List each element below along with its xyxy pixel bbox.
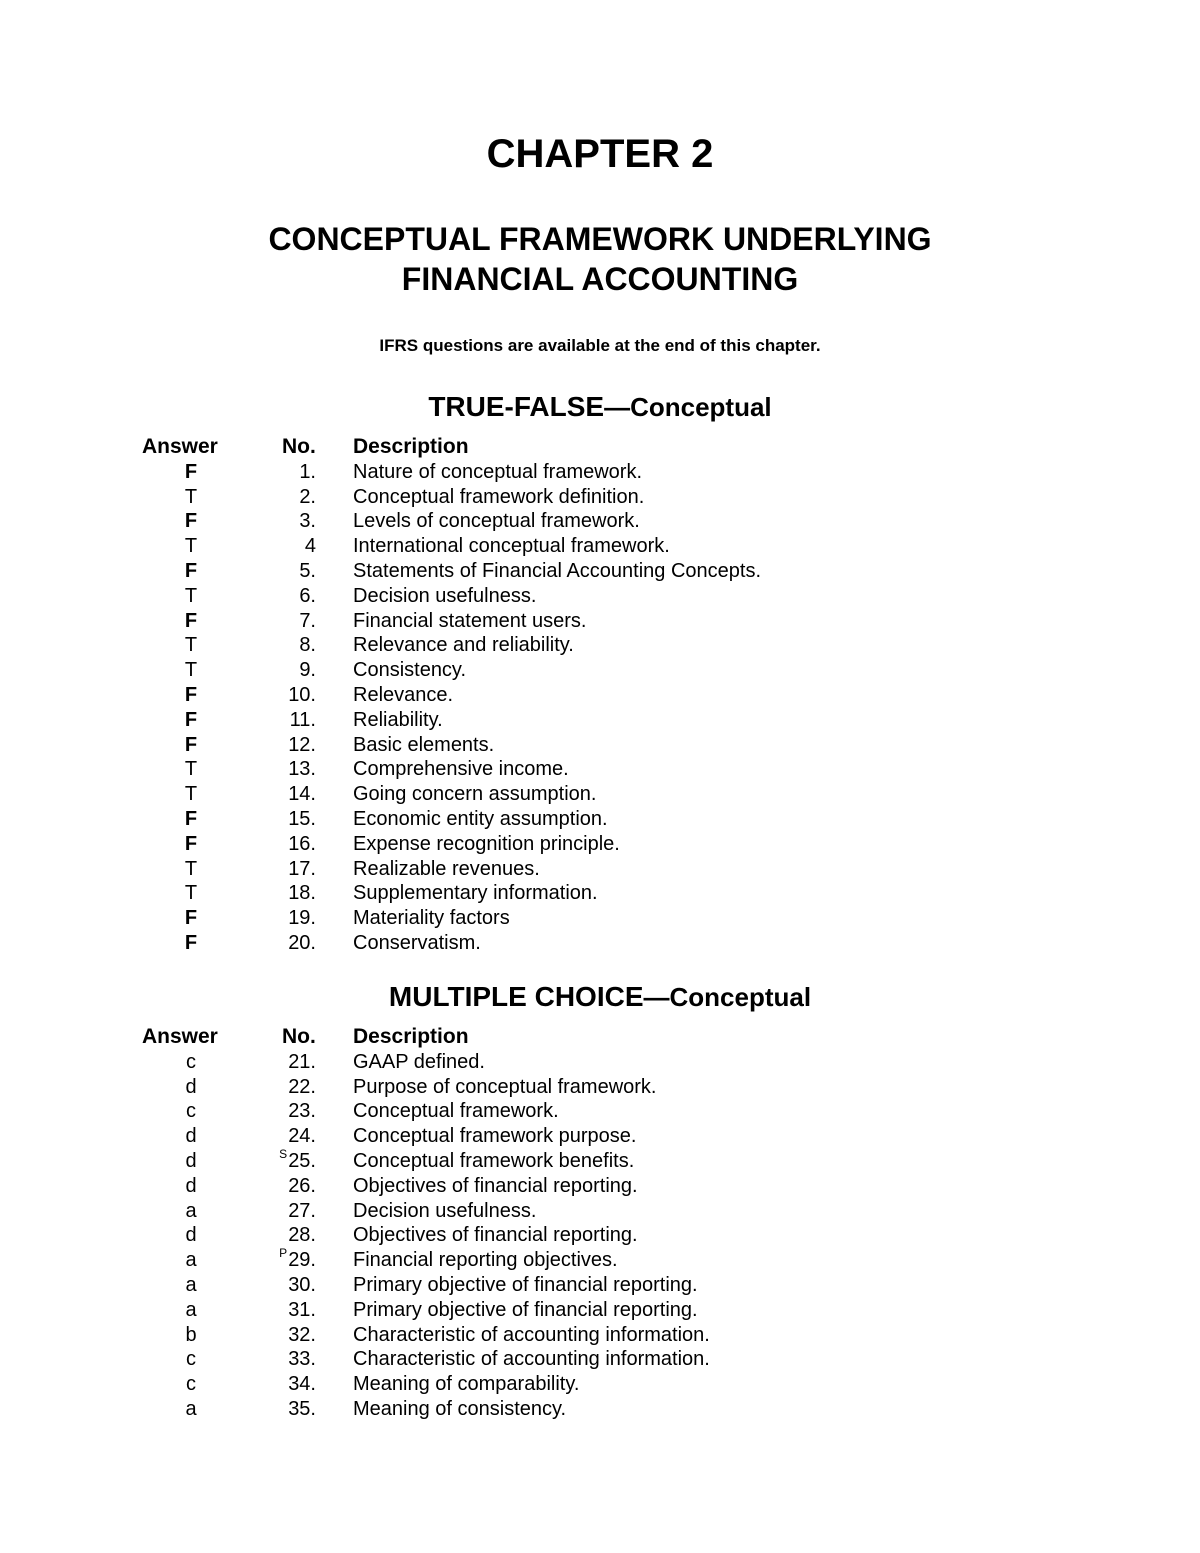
table-row <box>0 807 1200 832</box>
table-row <box>0 1174 1200 1199</box>
table-row <box>0 857 1200 882</box>
number-text: 25. <box>288 1149 316 1172</box>
description-cell: Purpose of conceptual framework. <box>353 1075 657 1098</box>
number-cell <box>250 1174 316 1199</box>
number-text: 5. <box>299 559 316 582</box>
description-cell: Financial reporting objectives. <box>353 1249 618 1272</box>
number-cell <box>250 1075 316 1100</box>
number-text: 9. <box>299 659 316 682</box>
answer-cell: F <box>184 559 198 582</box>
description-cell: Conceptual framework definition. <box>353 485 645 508</box>
description-cell: Conceptual framework purpose. <box>353 1125 637 1148</box>
number-text: 20. <box>288 931 316 954</box>
table-row <box>0 559 1200 584</box>
table-row <box>0 1273 1200 1298</box>
table-header-row <box>0 435 1200 460</box>
description-cell: Reliability. <box>353 708 443 731</box>
description-cell: Conservatism. <box>353 931 481 954</box>
description-cell: Going concern assumption. <box>353 783 597 806</box>
table-row <box>0 609 1200 634</box>
table-row <box>0 460 1200 485</box>
answer-header: Answer <box>142 435 218 458</box>
number-cell <box>250 757 316 782</box>
number-cell <box>250 931 316 956</box>
number-text: 35. <box>288 1397 316 1420</box>
number-cell <box>250 683 316 708</box>
number-text: 26. <box>288 1174 316 1197</box>
description-cell: Realizable revenues. <box>353 857 540 880</box>
number-cell <box>250 1050 316 1075</box>
number-cell <box>250 460 316 485</box>
answer-cell: d <box>185 1174 197 1197</box>
answer-cell: d <box>185 1075 197 1098</box>
true-false-heading-sub: —Conceptual <box>604 392 772 422</box>
answer-cell: F <box>184 733 198 756</box>
number-text: 21. <box>288 1050 316 1073</box>
number-cell <box>250 534 316 559</box>
number-text: 32. <box>288 1323 316 1346</box>
number-text: 23. <box>288 1100 316 1123</box>
answer-cell: F <box>184 807 198 830</box>
description-cell: Meaning of consistency. <box>353 1397 567 1420</box>
answer-cell: F <box>184 907 198 930</box>
description-header: Description <box>353 1025 469 1048</box>
number-cell <box>250 609 316 634</box>
number-cell <box>250 1146 316 1176</box>
answer-cell: F <box>184 708 198 731</box>
table-row <box>0 931 1200 956</box>
answer-cell: T <box>184 882 198 905</box>
number-header: No. <box>282 435 316 458</box>
number-text: 6. <box>299 584 316 607</box>
ifrs-note: IFRS questions are available at the end of this chapter. <box>379 336 821 355</box>
answer-cell: T <box>184 758 198 781</box>
answer-cell: F <box>184 510 198 533</box>
true-false-heading <box>0 390 1200 424</box>
number-cell <box>250 1273 316 1298</box>
answer-cell: a <box>185 1199 197 1222</box>
number-header: No. <box>282 1025 316 1048</box>
answer-cell: d <box>185 1149 197 1172</box>
number-text: 19. <box>288 907 316 930</box>
answer-cell: c <box>186 1050 196 1073</box>
answer-cell: a <box>185 1273 197 1296</box>
table-row <box>0 485 1200 510</box>
number-cell <box>250 807 316 832</box>
table-row <box>0 1248 1200 1273</box>
number-text: 17. <box>288 857 316 880</box>
true-false-rows <box>0 460 1200 956</box>
number-text: 16. <box>288 832 316 855</box>
answer-cell: T <box>184 485 198 508</box>
description-cell: Supplementary information. <box>353 882 598 905</box>
number-text: 27. <box>288 1199 316 1222</box>
description-cell: Meaning of comparability. <box>353 1373 580 1396</box>
table-row <box>0 1298 1200 1323</box>
description-cell: Conceptual framework benefits. <box>353 1149 635 1172</box>
answer-cell: T <box>184 783 198 806</box>
description-cell: Basic elements. <box>353 733 495 756</box>
number-text: 34. <box>288 1373 316 1396</box>
number-cell <box>250 509 316 534</box>
description-cell: International conceptual framework. <box>353 535 670 558</box>
table-row <box>0 733 1200 758</box>
answer-cell: a <box>185 1397 197 1420</box>
description-cell: Objectives of financial reporting. <box>353 1174 638 1197</box>
number-text: 4 <box>304 535 316 558</box>
table-row <box>0 708 1200 733</box>
table-row <box>0 1124 1200 1149</box>
number-cell <box>250 1223 316 1248</box>
answer-cell: d <box>185 1224 197 1247</box>
description-cell: Characteristic of accounting information. <box>353 1323 710 1346</box>
multiple-choice-table <box>0 1025 1200 1422</box>
multiple-choice-rows <box>0 1050 1200 1422</box>
number-cell <box>250 1124 316 1149</box>
description-cell: Characteristic of accounting information. <box>353 1348 710 1371</box>
number-cell <box>250 559 316 584</box>
answer-cell: c <box>186 1100 196 1123</box>
answer-cell: T <box>184 535 198 558</box>
table-row <box>0 1323 1200 1348</box>
multiple-choice-heading <box>0 980 1200 1014</box>
number-cell <box>250 733 316 758</box>
number-cell <box>250 1323 316 1348</box>
table-row <box>0 832 1200 857</box>
number-text: 30. <box>288 1273 316 1296</box>
number-cell <box>250 658 316 683</box>
number-cell <box>250 782 316 807</box>
answer-header: Answer <box>142 1025 218 1048</box>
answer-cell: a <box>185 1249 197 1272</box>
number-cell <box>250 881 316 906</box>
number-text: 11. <box>289 708 316 731</box>
answer-cell: b <box>185 1323 197 1346</box>
number-cell <box>250 1347 316 1372</box>
table-row <box>0 1146 1200 1174</box>
number-text: 22. <box>288 1075 316 1098</box>
number-text: 8. <box>299 634 316 657</box>
number-cell <box>250 1099 316 1124</box>
table-row <box>0 658 1200 683</box>
number-cell <box>250 708 316 733</box>
number-cell <box>250 584 316 609</box>
chapter-subtitle-line-1: CONCEPTUAL FRAMEWORK UNDERLYING <box>268 221 932 257</box>
answer-cell: T <box>184 659 198 682</box>
number-cell <box>250 832 316 857</box>
number-text: 24. <box>288 1125 316 1148</box>
number-text: 14. <box>288 783 316 806</box>
number-text: 18. <box>288 882 316 905</box>
table-row <box>0 1099 1200 1124</box>
number-cell <box>250 1248 316 1275</box>
answer-cell: c <box>186 1373 196 1396</box>
description-cell: Primary objective of financial reporting. <box>353 1273 698 1296</box>
answer-cell: F <box>184 683 198 706</box>
number-cell <box>250 1397 316 1422</box>
multiple-choice-heading-main: MULTIPLE CHOICE <box>388 981 644 1012</box>
table-row <box>0 881 1200 906</box>
multiple-choice-heading-sub: —Conceptual <box>643 982 812 1012</box>
answer-cell: F <box>184 931 198 954</box>
answer-cell: T <box>184 634 198 657</box>
question-source-mark: S <box>279 1146 288 1161</box>
description-cell: Conceptual framework. <box>353 1100 559 1123</box>
answer-cell: T <box>184 857 198 880</box>
answer-cell: F <box>184 460 198 483</box>
table-row <box>0 1372 1200 1397</box>
description-cell: Relevance. <box>353 683 454 706</box>
number-text: 33. <box>288 1348 316 1371</box>
number-text: 1. <box>299 460 316 483</box>
answer-cell: F <box>184 832 198 855</box>
table-row <box>0 782 1200 807</box>
number-cell <box>250 1372 316 1397</box>
description-cell: Objectives of financial reporting. <box>353 1224 638 1247</box>
description-cell: Decision usefulness. <box>353 584 537 607</box>
table-row <box>0 683 1200 708</box>
description-cell: Expense recognition principle. <box>353 832 620 855</box>
chapter-subtitle-line-2: FINANCIAL ACCOUNTING <box>401 261 799 297</box>
description-cell: Levels of conceptual framework. <box>353 510 640 533</box>
table-row <box>0 1199 1200 1224</box>
table-row <box>0 584 1200 609</box>
number-cell <box>250 906 316 931</box>
chapter-title: CHAPTER 2 <box>486 132 714 176</box>
table-row <box>0 906 1200 931</box>
number-cell <box>250 857 316 882</box>
table-row <box>0 633 1200 658</box>
answer-cell: F <box>184 609 198 632</box>
number-cell <box>250 1298 316 1323</box>
number-cell <box>250 485 316 510</box>
answer-cell: d <box>185 1125 197 1148</box>
description-cell: Materiality factors <box>353 907 510 930</box>
number-text: 2. <box>299 485 316 508</box>
number-text: 7. <box>299 609 316 632</box>
number-text: 10. <box>288 683 316 706</box>
answer-cell: c <box>186 1348 196 1371</box>
description-cell: Consistency. <box>353 659 467 682</box>
description-cell: GAAP defined. <box>353 1050 485 1073</box>
description-cell: Decision usefulness. <box>353 1199 537 1222</box>
table-row <box>0 1397 1200 1422</box>
description-header: Description <box>353 435 469 458</box>
number-text: 15. <box>288 807 316 830</box>
number-cell <box>250 633 316 658</box>
table-row <box>0 534 1200 559</box>
description-cell: Relevance and reliability. <box>353 634 574 657</box>
number-text: 13. <box>288 758 316 781</box>
table-row <box>0 1050 1200 1075</box>
table-row <box>0 1223 1200 1248</box>
table-row <box>0 1075 1200 1100</box>
description-cell: Economic entity assumption. <box>353 807 608 830</box>
description-cell: Comprehensive income. <box>353 758 569 781</box>
answer-cell: a <box>185 1298 197 1321</box>
table-header-row <box>0 1025 1200 1050</box>
true-false-table <box>0 435 1200 956</box>
table-row <box>0 757 1200 782</box>
true-false-heading-main: TRUE-FALSE <box>428 391 605 422</box>
table-row <box>0 1347 1200 1372</box>
description-cell: Primary objective of financial reporting. <box>353 1298 698 1321</box>
question-source-mark: P <box>279 1246 288 1261</box>
number-text: 28. <box>288 1224 316 1247</box>
answer-cell: T <box>184 584 198 607</box>
number-text: 29. <box>288 1249 316 1272</box>
number-text: 3. <box>299 510 316 533</box>
number-text: 12. <box>288 733 316 756</box>
description-cell: Financial statement users. <box>353 609 587 632</box>
number-text: 31. <box>288 1298 316 1321</box>
description-cell: Nature of conceptual framework. <box>353 460 643 483</box>
table-row <box>0 509 1200 534</box>
description-cell: Statements of Financial Accounting Concepts. <box>353 559 762 582</box>
number-cell <box>250 1199 316 1224</box>
